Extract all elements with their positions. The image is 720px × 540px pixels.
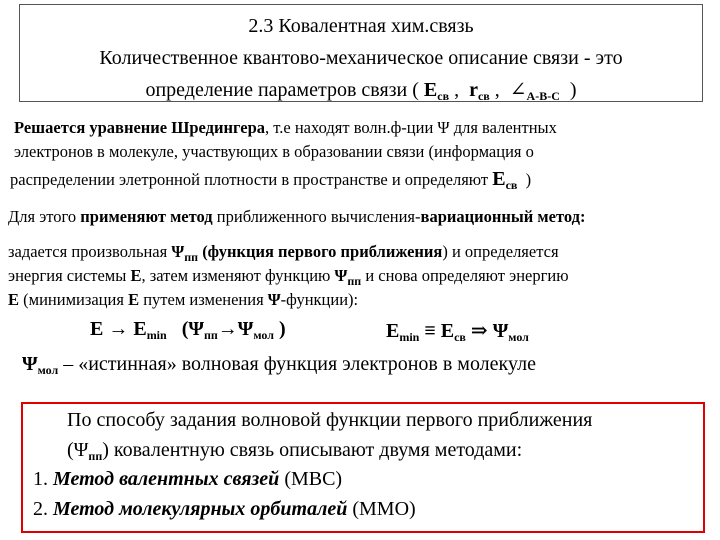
implies-icon: ⇒ [470, 320, 488, 342]
method-2: 2. Метод молекулярных орбиталей (ММО) [33, 498, 416, 520]
right-arrow-icon: → [108, 318, 129, 340]
parameters-line: определение параметров связи ( $E_{св}$ , $r_{св}$ , $\angle_{A-B-C}$ ) [145, 79, 577, 103]
para2-line: Для этого применяют метод приближенного вычисления-вариационный метод: [8, 207, 586, 226]
subtitle-line: Количественное квантово-механическое описание связи - это [99, 47, 623, 69]
para3-line3: E (минимизация E путем изменения Ψ-функции): [8, 290, 359, 309]
para3-line2: энергия системы E, затем изменяют функцию $\Psi_{пп}$ и снова определяют энергию [8, 266, 569, 288]
methods-box [21, 402, 705, 533]
true-wave-line: $\Psi_{мол}$ – «истинная» волновая функция электронов в молекуле [22, 353, 536, 377]
angle-icon: ∠ [509, 79, 527, 101]
section-title: 2.3 Ковалентная хим.связь [248, 15, 474, 37]
equation-line: $E \to E_{min}$ ($\Psi_{пп}\to\Psi_{мол}$ ) [90, 318, 286, 342]
equation-right: $E_{min} \equiv E_{св}$ ⇒ $\Psi_{мол}$ [386, 320, 529, 344]
para1-line1: Решается уравнение Шредингера, т.е находят волн.ф-ции Ψ для валентных [14, 118, 557, 137]
method-1: 1. Метод валентных связей (МВС) [33, 468, 343, 490]
title-box [19, 4, 703, 102]
equivalence-icon: ≡ [424, 320, 436, 342]
methods-intro-line1: По способу задания волновой функции первого приближения [67, 409, 593, 431]
para1-line2: электронов в молекуле, участвующих в образовании связи (информация о [14, 142, 534, 161]
para1-line3: распределении элетронной плотности в пространстве и определяют $E_{св}$ ) [10, 168, 532, 192]
para3-line1: задается произвольная $\Psi_{пп}$ (функция первого приближения) и определяется [8, 242, 559, 264]
methods-intro-line2: $(\Psi_{пп})$ ковалентную связь описывают двумя методами: [67, 439, 523, 463]
